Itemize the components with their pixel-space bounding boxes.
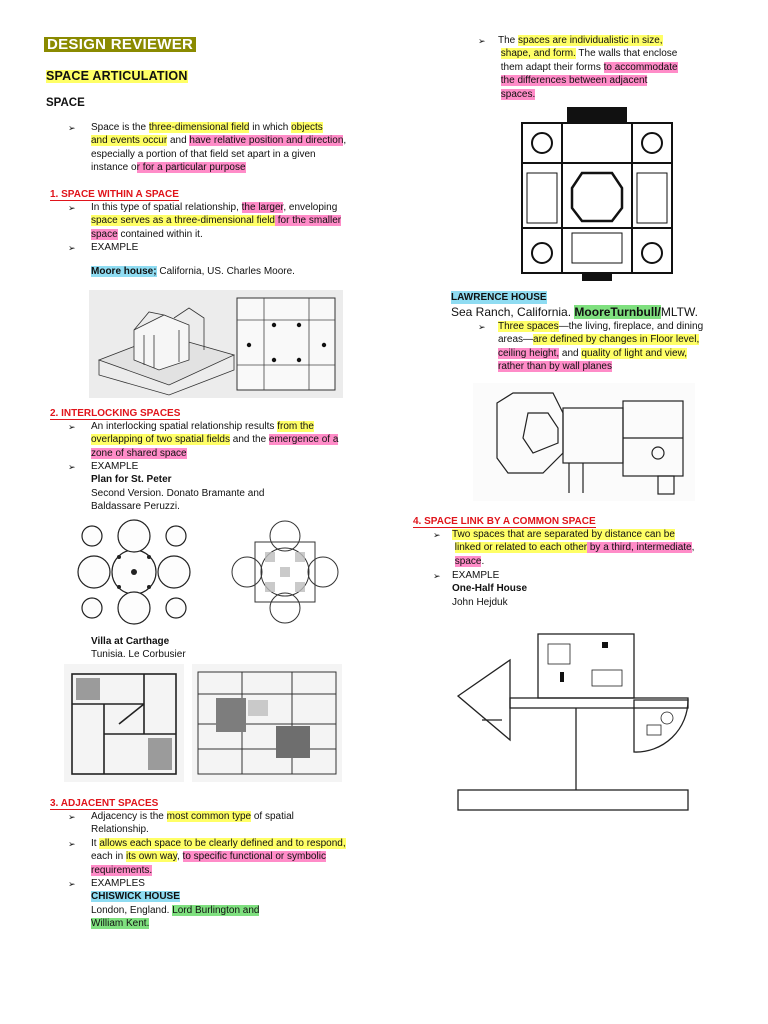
lawrence-house-description: Three spaces—the living, fireplace, and dining areas—are defined by changes in Floor level, ceiling height, and quality of light and view, rather than by wall planes — [498, 321, 704, 373]
section-subtitle: SPACE ARTICULATION — [46, 69, 188, 83]
bullet-icon: ➢ — [433, 530, 441, 540]
lawrence-house-plan-image — [473, 383, 695, 501]
section-2-example: EXAMPLE Plan for St. Peter Second Version. Donato Bramante and Baldassare Peruzzi. — [91, 461, 265, 513]
bullet-icon: ➢ — [68, 462, 76, 472]
villa-carthage-plan-image — [192, 664, 342, 782]
section-1-example: Moore house; California, US. Charles Moore. — [91, 266, 295, 277]
chiswick-house-plan-image — [502, 103, 692, 283]
section-2-heading: 2. INTERLOCKING SPACES — [50, 408, 181, 419]
one-half-house-image — [452, 630, 710, 815]
st-peter-interlocking-diagram — [221, 516, 349, 628]
section-3-paragraph-2: It allows each space to be clearly defined and to respond, each in its own way, to specific functional or symbolic requirements. — [91, 838, 346, 876]
section-space-heading: SPACE — [46, 97, 85, 109]
bullet-icon: ➢ — [433, 571, 441, 581]
section-1-example-label: EXAMPLE — [91, 242, 139, 253]
section-4-example: EXAMPLE One-Half House John Hejduk — [452, 570, 528, 608]
section-3-heading: 3. ADJACENT SPACES — [50, 798, 159, 809]
section-4-heading: 4. SPACE LINK BY A COMMON SPACE — [413, 516, 596, 527]
bullet-icon: ➢ — [478, 36, 486, 46]
section-3-example: EXAMPLES CHISWICK HOUSE London, England. Lord Burlington and William Kent. — [91, 878, 260, 930]
moore-house-image — [89, 290, 343, 398]
page-title: DESIGN REVIEWER — [44, 37, 196, 52]
bullet-icon: ➢ — [478, 322, 486, 332]
villa-carthage-caption: Villa at Carthage Tunisia. Le Corbusier — [91, 636, 186, 661]
intro-paragraph: Space is the three-dimensional field in which objects and events occur and have relative position and direction, especially a portion of that field set apart in a given instance or for a particular purpose — [91, 122, 347, 174]
lawrence-house-name: LAWRENCE HOUSE — [451, 292, 547, 303]
villa-carthage-section-image — [64, 664, 184, 782]
section-4-paragraph: Two spaces that are separated by distance can be linked or related to each other by a third, intermediate, space. — [452, 529, 695, 567]
section-2-paragraph: An interlocking spatial relationship results from the overlapping of two spatial fields and the emergence of a zone of shared space — [91, 421, 339, 459]
bullet-icon: ➢ — [68, 812, 76, 822]
bullet-icon: ➢ — [68, 839, 76, 849]
bullet-icon: ➢ — [68, 123, 76, 133]
chiswick-description: The spaces are individualistic in size, shape, and form. The walls that enclose them adapt their forms to accommodate the differences between adjacent spaces. — [498, 35, 678, 100]
lawrence-house-location: Sea Ranch, California. MooreTurnbull/MLTW. — [451, 305, 698, 319]
bullet-icon: ➢ — [68, 203, 76, 213]
st-peter-plan-image — [64, 516, 204, 628]
section-1-heading: 1. SPACE WITHIN A SPACE — [50, 189, 179, 200]
bullet-icon: ➢ — [68, 243, 76, 253]
bullet-icon: ➢ — [68, 422, 76, 432]
section-3-paragraph-1: Adjacency is the most common type of spatial Relationship. — [91, 811, 294, 836]
bullet-icon: ➢ — [68, 879, 76, 889]
section-1-paragraph: In this type of spatial relationship, the larger, enveloping space serves as a three-dimensional field for the smaller space contained within it. — [91, 202, 342, 240]
